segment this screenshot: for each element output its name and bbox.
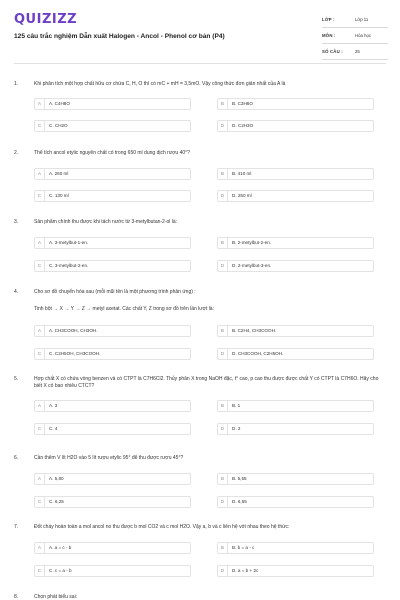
- meta-subject-value: Hóa học: [355, 33, 372, 38]
- meta-grade-value: Lớp 11: [355, 17, 369, 22]
- question-text: Khi phân tích một hợp chất hữu cơ chứa C, H, O thì có mC + mH = 3,5mO. Vậy công thức đơn giản nhất của A là: [34, 81, 286, 87]
- option-b[interactable]: B B. 410 ml: [217, 168, 374, 180]
- question-number: 7.: [14, 524, 19, 530]
- option-a[interactable]: A A. CH3COOH, CH3OH.: [34, 325, 191, 337]
- meta-grade-label: LỚP :: [322, 17, 335, 22]
- question-text-line-2: Tinh bột → X → Y → Z → metyl axetat. Các chất Y, Z trong sơ đồ trên lần lượt là:: [34, 306, 214, 312]
- option-b[interactable]: B B. 5,55: [217, 473, 374, 485]
- quizizz-logo: QUIZIZZ: [14, 12, 78, 27]
- option-d[interactable]: D D. 6,55: [217, 496, 374, 508]
- option-c[interactable]: C C. CH2O: [34, 120, 191, 132]
- question-text: Chọn phát biểu sai:: [34, 594, 78, 600]
- option-c[interactable]: C C. C2H5OH, CH3COOH.: [34, 348, 191, 360]
- question-number: 1.: [14, 81, 19, 87]
- header-divider: [14, 63, 386, 64]
- meta-grade: [322, 12, 388, 28]
- question-text: Hợp chất X có chứa vòng benzen và có CTPT là C7H6Cl2. Thủy phân X trong NaOH đặc, t° cao, p cao thu được được chất Y có CTPT là C7H6O. Hãy cho biết X có bao nhiêu CTCT?: [34, 376, 379, 389]
- option-c[interactable]: C C. 6,25: [34, 496, 191, 508]
- question-text: Cho sơ đồ chuyển hóa sau (mỗi mũi tên là một phương trình phản ứng) :: [34, 289, 196, 295]
- option-c[interactable]: C C. 4: [34, 423, 191, 435]
- option-a[interactable]: A A. 260 ml: [34, 168, 191, 180]
- question-number: 4.: [14, 289, 19, 295]
- option-c[interactable]: C C. c = a - b: [34, 565, 191, 577]
- question-text: Cần thêm V lít H2O vào 5 lít rượu etylic 95° để thu được rượu 45°?: [34, 455, 184, 461]
- option-c[interactable]: C C. 130 ml: [34, 190, 191, 202]
- option-d[interactable]: D D. 2: [217, 423, 374, 435]
- question-number: 2.: [14, 150, 19, 156]
- question-number: 3.: [14, 219, 19, 225]
- worksheet-header: [0, 0, 400, 70]
- option-a[interactable]: A A. C4H8O: [34, 98, 191, 110]
- meta-subject: [322, 28, 388, 44]
- option-a[interactable]: A A. 5,80: [34, 473, 191, 485]
- option-b[interactable]: B B. C2H4, CH3COOH.: [217, 325, 374, 337]
- meta-count-value: 25: [355, 49, 360, 54]
- meta-count: [322, 44, 388, 60]
- option-b[interactable]: B B. C3H6O: [217, 98, 374, 110]
- option-b[interactable]: B B. 2-metylbut-2-en.: [217, 237, 374, 249]
- option-d[interactable]: D D. CH3COOH, C2H5OH.: [217, 348, 374, 360]
- question-text: Đốt cháy hoàn toàn a mol ancol no thu được b mol CO2 và c mol H2O. Vậy a, b và c liên hệ với nhau theo hệ thức:: [34, 524, 290, 530]
- meta-count-label: SỐ CÂU :: [322, 49, 343, 54]
- question-number: 5.: [14, 376, 19, 382]
- option-d[interactable]: D D. 250 ml: [217, 190, 374, 202]
- meta-subject-label: MÔN :: [322, 33, 336, 38]
- option-a[interactable]: A A. 3: [34, 400, 191, 412]
- option-b[interactable]: B B. b = a - c: [217, 542, 374, 554]
- option-a[interactable]: A A. 3-metylbut-1-en.: [34, 237, 191, 249]
- question-number: 8.: [14, 594, 19, 600]
- question-number: 6.: [14, 455, 19, 461]
- option-b[interactable]: B B. 1: [217, 400, 374, 412]
- question-text: Thể tích ancol etylic nguyên chất có trong 650 ml dung dịch rượu 40°?: [34, 150, 190, 156]
- meta-table: [322, 12, 388, 60]
- option-d[interactable]: D D. a = b + 2c: [217, 565, 374, 577]
- option-c[interactable]: C C. 3-metylbut-2-en.: [34, 260, 191, 272]
- worksheet-title: 125 câu trắc nghiệm Dẫn xuất Halogen - Ancol - Phenol cơ bản (P4): [14, 33, 225, 40]
- option-d[interactable]: D D. 2-metylbut-3-en.: [217, 260, 374, 272]
- option-d[interactable]: D D. C2H3O: [217, 120, 374, 132]
- option-a[interactable]: A A. a = c - b: [34, 542, 191, 554]
- question-text: Sản phẩm chính thu được khi tách nước từ 3-metylbutan-2-ol là:: [34, 219, 178, 225]
